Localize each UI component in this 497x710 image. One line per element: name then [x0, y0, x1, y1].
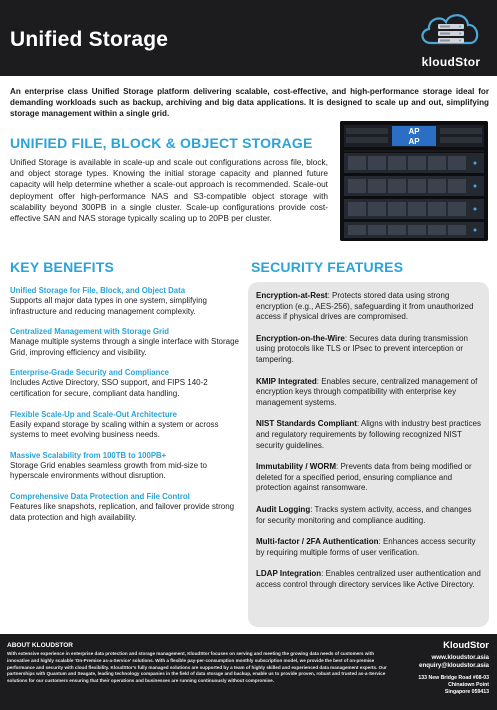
security-features-panel [248, 282, 489, 627]
benefit-title: Massive Scalability from 100TB to 100PB+ [10, 450, 167, 460]
benefit-description: Manage multiple systems through a single interface with Storage Grid, improving efficiency and visibility. [10, 337, 240, 357]
list-item [10, 410, 242, 441]
benefit-title: Comprehensive Data Protection and File Control [10, 491, 190, 501]
about-paragraph: With extensive experience in enterprise data protection and storage management, KloudStor focuses on serving and meeting the growing data needs of customers with innovative and highly scalable 'On-Premise as-a-Service' solutions. With a flexible pay-per-consumption monthly subscription model, we provide the best of on-premise performance and security with cloud flexibility. KloudStor's fully managed solutions are supported by a team of highly skilled and experienced data management experts. Our partnerships with Quantum and Seagate, leading technology companies in the field of data storage and backup, enable us to provide proven, robust and trusted as-a-Service solutions for our customers ensuring that their operations and businesses are running continuously without compromise. [7, 651, 387, 684]
benefit-description: Supports all major data types in one system, simplifying infrastructure and reducing management complexity. [10, 296, 207, 316]
feature-description: : Aligns with industry best practices and regulatory requirements by following recognized NIST security guidelines. [256, 419, 481, 450]
key-benefits-list [10, 286, 242, 533]
benefit-description: Includes Active Directory, SSO support, and FIPS 140-2 certification for secure, compliant data handling. [10, 378, 208, 398]
feature-term: LDAP Integration [256, 569, 322, 579]
address-line: 133 New Bridge Road #08-03 [418, 675, 489, 681]
key-benefits-heading: KEY BENEFITS [10, 259, 115, 275]
server-badge-bottom: AP [408, 137, 420, 146]
address-line: Singapore 059413 [444, 689, 489, 696]
kloudstor-logo [415, 7, 487, 69]
about-heading: ABOUT KLOUDSTOR [7, 642, 73, 649]
feature-term: KMIP Integrated [256, 376, 317, 386]
feature-description: : Prevents data from being modified or deleted for a specified period, ensuring compliance and protection against ransomware. [256, 462, 472, 493]
feature-term: Encryption-on-the-Wire [256, 333, 345, 343]
list-item [10, 286, 242, 317]
benefit-title: Flexible Scale-Up and Scale-Out Architecture [10, 409, 177, 419]
list-item [256, 419, 481, 451]
page-title: Unified Storage [10, 28, 169, 51]
benefit-title: Centralized Management with Storage Grid [10, 327, 169, 337]
benefit-title: Unified Storage for File, Block, and Object Data [10, 286, 186, 295]
list-item [256, 462, 481, 494]
storage-rack-icon [340, 121, 488, 241]
feature-description: : Enables secure, centralized management of encryption keys through compatibility with enterprise key management systems. [256, 376, 478, 407]
list-item [256, 505, 481, 526]
feature-description: : Protects stored data using strong encryption (e.g., AES-256), safeguarding it from unauthorized access if physical drives are compromised. [256, 291, 474, 322]
list-item [10, 327, 242, 358]
feature-term: NIST Standards Compliant [256, 419, 357, 429]
feature-description: : Enhances access security by requiring multiple forms of user verification. [256, 537, 476, 557]
feature-term: Audit Logging [256, 504, 311, 514]
security-features-heading: SECURITY FEATURES [251, 259, 404, 275]
list-item [256, 291, 481, 323]
list-item [256, 569, 481, 590]
email-link[interactable]: enquiry@kloudstor.asia [419, 662, 489, 669]
list-item [10, 451, 242, 482]
cloud-server-icon [415, 7, 487, 55]
benefit-title: Enterprise-Grade Security and Compliance [10, 368, 170, 378]
list-item [10, 368, 242, 399]
contact-block [389, 640, 489, 697]
page-header [0, 0, 497, 76]
logo-wordmark: kloudStor [421, 55, 481, 69]
footer-brand: KloudStor [443, 640, 489, 651]
server-badge-top: AP [408, 127, 420, 136]
list-item [10, 492, 242, 523]
feature-description: : Enables centralized user authentication and access control through directory services like Active Directory. [256, 569, 481, 589]
benefit-description: Easily expand storage by scaling within a system or across systems to meet evolving business needs. [10, 419, 219, 440]
feature-description: : Tracks system activity, access, and changes for security monitoring and compliance auditing. [256, 504, 472, 525]
website-link[interactable]: www.kloudstor.asia [431, 654, 489, 661]
feature-term: Immutability / WORM [256, 462, 336, 472]
intro-paragraph: An enterprise class Unified Storage platform delivering scalable, cost-effective, and high-performance storage ideal for demanding workloads such as backup, archiving and big data applications. It is designed to scale up and out, simplifying storage management within a single grid. [10, 87, 489, 118]
list-item [256, 334, 481, 366]
list-item [256, 377, 481, 409]
feature-description: : Secures data during transmission using protocols like TLS or IPsec to prevent interception or tampering. [256, 333, 468, 364]
benefit-description: Storage Grid enables seamless growth from mid-size to hyperscale environments without disruption. [10, 460, 207, 481]
feature-term: Multi-factor / 2FA Authentication [256, 537, 379, 547]
feature-term: Encryption-at-Rest [256, 291, 328, 300]
list-item [256, 537, 481, 558]
unified-heading: UNIFIED FILE, BLOCK & OBJECT STORAGE [10, 135, 313, 151]
storage-server-image [340, 121, 488, 241]
page-footer [0, 634, 497, 710]
address-line: Chinatown Point [448, 682, 489, 689]
unified-paragraph: Unified Storage is available in scale-up and scale out configurations across file, block, and object storage types. Knowing the initial storage capacity and planned future capacity will help determine whether a scale-out approach is recommended. Scale-out deployment offer high-performance NAS and S3-compatible object storage with scalability beyond 300PB in a single cluster. Scale-up configurations provide cost-effective SAN and NAS storage typically scaling up to 20PB per cluster. [10, 157, 328, 224]
benefit-description: Features like snapshots, replication, and failover provide strong data protection and high availability. [10, 501, 235, 522]
